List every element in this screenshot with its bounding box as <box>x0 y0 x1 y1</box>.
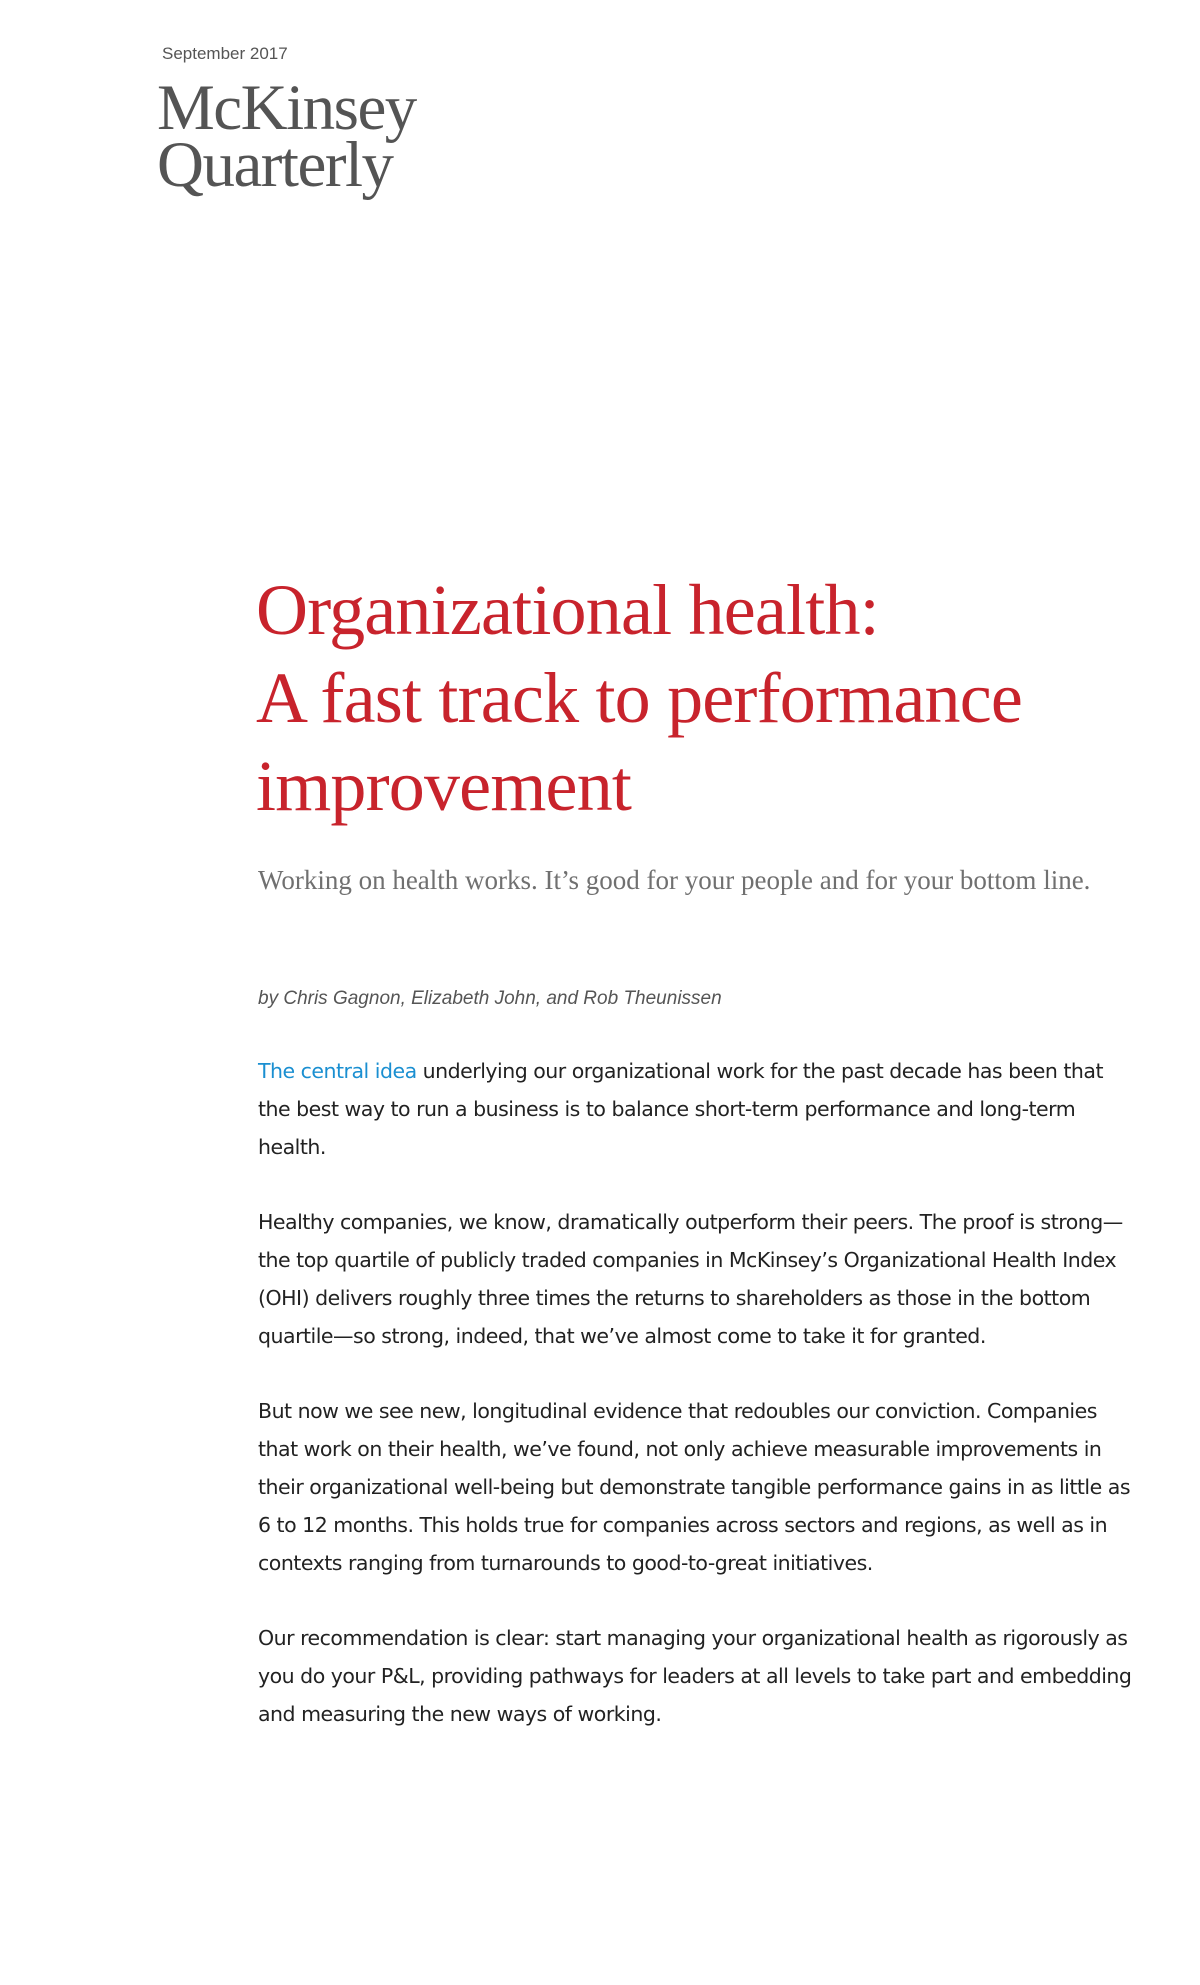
body-paragraph-4: Our recommendation is clear: start managing your organizational health as rigorously as you do your P&L, providing pathways for leaders at all levels to take part and embedding and measuring the new ways of working. <box>258 1626 1132 1726</box>
masthead-logo <box>157 72 416 201</box>
article-body <box>258 1052 1138 1770</box>
article-title <box>256 566 1176 830</box>
body-paragraph-1-text: underlying our organizational work for the past decade has been that the best way to run a business is to balance short-term performance and long-term health. <box>258 1059 1103 1159</box>
body-paragraph-2: Healthy companies, we know, dramatically outperform their peers. The proof is strong—the top quartile of publicly traded companies in McKinsey’s Organizational Health Index (OHI) delivers roughly three times the returns to shareholders as those in the bottom quartile—so strong, indeed, that we’ve almost come to take it for granted. <box>258 1210 1123 1348</box>
masthead-line-2: Quarterly <box>157 129 393 201</box>
publication-date: September 2017 <box>162 44 288 63</box>
lead-in-text: The central idea <box>258 1059 417 1083</box>
body-paragraph-1 <box>258 1052 1138 1166</box>
article-title-line-2: A fast track to performance <box>256 658 1023 738</box>
article-subtitle: Working on health works. It’s good for your people and for your bottom line. <box>258 865 1091 895</box>
article-title-line-1: Organizational health: <box>256 570 879 650</box>
body-paragraph-3: But now we see new, longitudinal evidence that redoubles our conviction. Companies that work on their health, we’ve found, not only achieve measurable improvements in their organizational well-being but demonstrate tangible performance gains in as little as 6 to 12 months. This holds true for companies across sectors and regions, as well as in contexts ranging from turnarounds to good-to-great initiatives. <box>258 1399 1130 1575</box>
article-title-line-3: improvement <box>256 746 632 826</box>
article-byline: by Chris Gagnon, Elizabeth John, and Rob Theunissen <box>258 988 722 1009</box>
masthead-line-1: McKinsey <box>157 72 416 144</box>
